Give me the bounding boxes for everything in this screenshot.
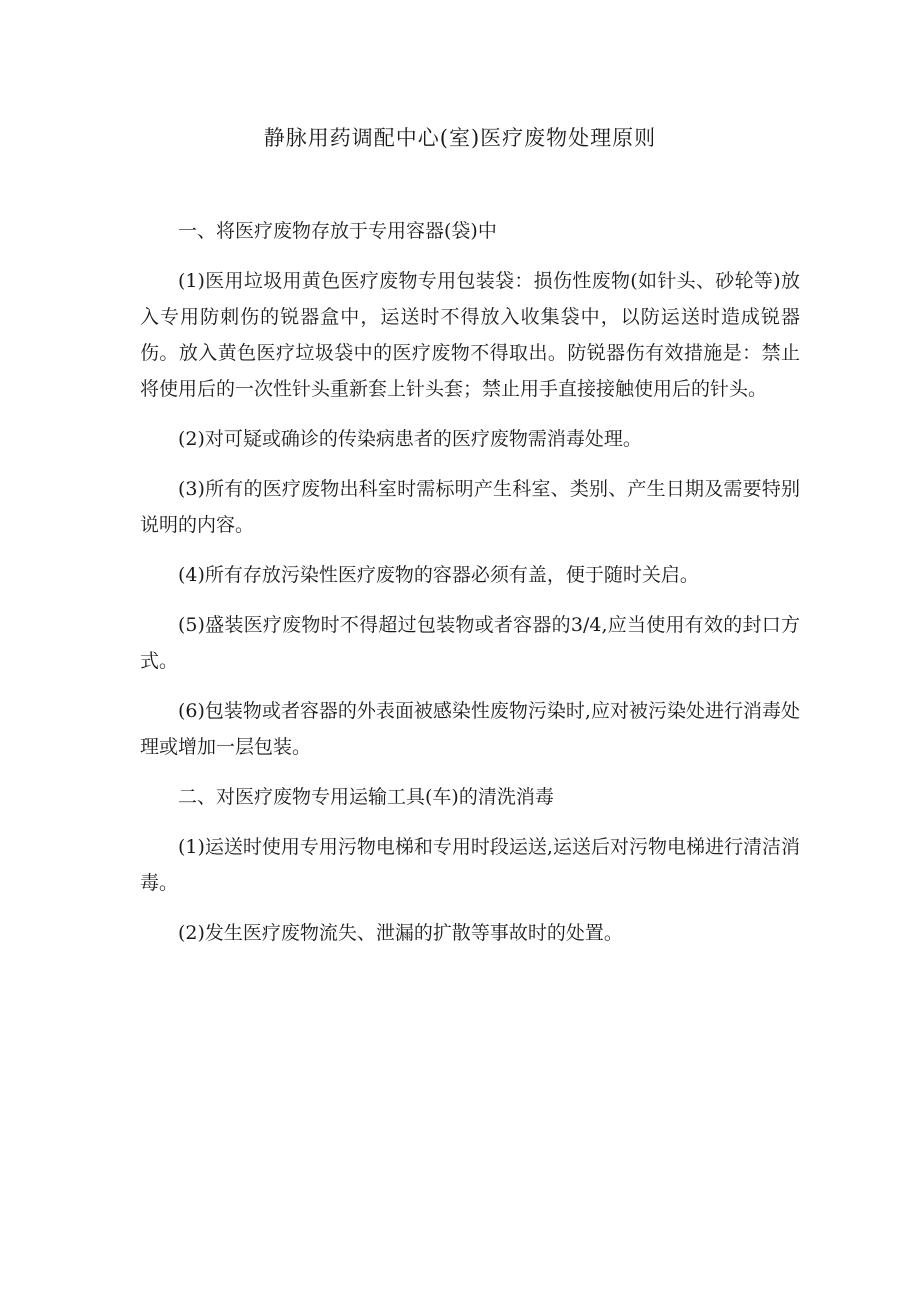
section-heading-1: 一、将医疗废物存放于专用容器(袋)中: [178, 220, 497, 242]
section-heading-2: 二、对医疗废物专用运输工具(车)的清洗消毒: [178, 786, 554, 808]
paragraph-1-1: (1)医用垃圾用黄色医疗废物专用包装袋：损伤性废物(如针头、砂轮等)放入专用防刺伤的锐器盒中，运送时不得放入收集袋中，以防运送时造成锐器伤。放入黄色医疗垃圾袋中的医疗废物不得取出。防锐器伤有效措施是：禁止将使用后的一次性针头重新套上针头套；禁止用手直接接触使用后的针头。: [140, 270, 800, 400]
paragraph-1-5: (5)盛装医疗废物时不得超过包装物或者容器的3/4,应当使用有效的封口方式。: [140, 614, 800, 672]
paragraph-1-2: (2)对可疑或确诊的传染病患者的医疗废物需消毒处理。: [178, 428, 642, 450]
paragraph-1-4: (4)所有存放污染性医疗废物的容器必须有盖，便于随时关启。: [178, 564, 699, 586]
paragraph-2-2: (2)发生医疗废物流失、泄漏的扩散等事故时的处置。: [178, 922, 623, 944]
document-title: 静脉用药调配中心(室)医疗废物处理原则: [263, 126, 657, 150]
paragraph-1-3: (3)所有的医疗废物出科室时需标明产生科室、类别、产生日期及需要特别说明的内容。: [140, 478, 800, 536]
paragraph-1-6: (6)包装物或者容器的外表面被感染性废物污染时,应对被污染处进行消毒处理或增加一层包装。: [140, 700, 800, 758]
paragraph-2-1: (1)运送时使用专用污物电梯和专用时段运送,运送后对污物电梯进行清洁消毒。: [140, 836, 800, 894]
document-body: [140, 213, 800, 965]
